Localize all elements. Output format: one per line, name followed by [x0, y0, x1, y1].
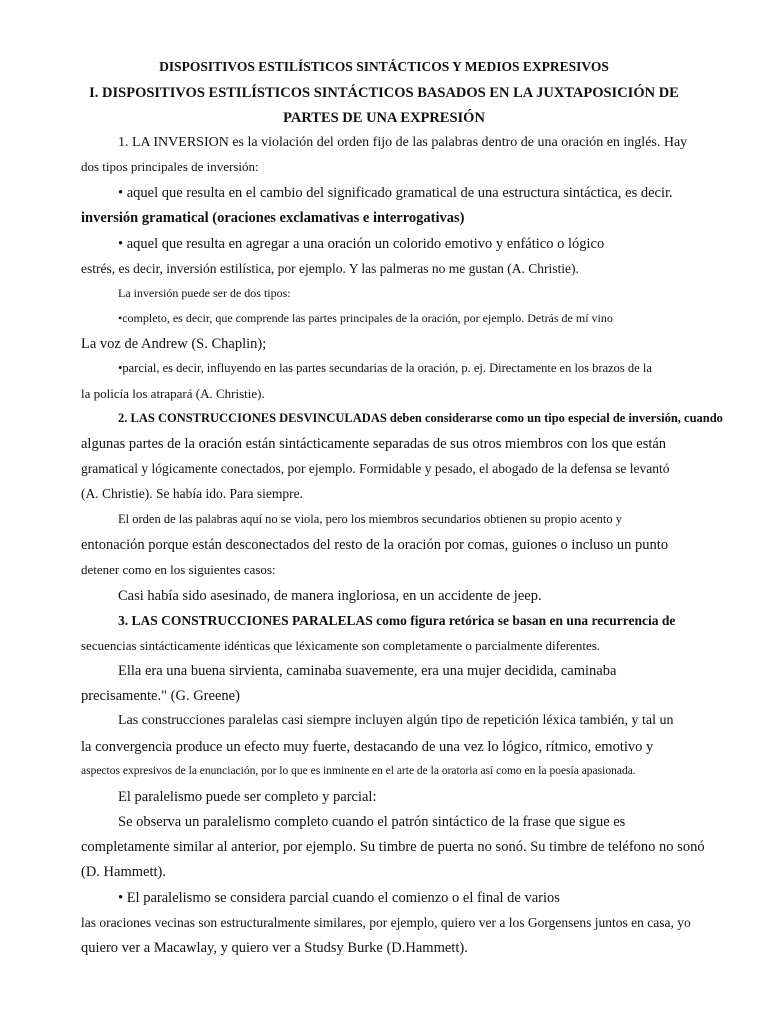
- text-line: (D. Hammett).: [81, 864, 166, 880]
- text-line: secuencias sintácticamente idénticas que léxicamente son completamente o parcialmente diferentes.: [81, 638, 601, 653]
- text-line: Ella era una buena sirvienta, caminaba suavemente, era una mujer decidida, caminaba: [118, 663, 617, 679]
- text-line: Casi había sido asesinado, de manera ingloriosa, en un accidente de jeep.: [118, 588, 542, 604]
- text-line: detener como en los siguientes casos:: [81, 562, 276, 577]
- text-line: estrés, es decir, inversión estilística, por ejemplo. Y las palmeras no me gustan (A. Christie).: [81, 261, 579, 276]
- text-line: dos tipos principales de inversión:: [81, 159, 259, 174]
- text-line: quiero ver a Macawlay, y quiero ver a Studsy Burke (D.Hammett).: [81, 940, 468, 956]
- text-line: La voz de Andrew (S. Chaplin);: [81, 336, 267, 352]
- text-line: 1. LA INVERSION es la violación del orden fijo de las palabras dentro de una oración en inglés. Hay: [118, 135, 688, 150]
- text-line: •parcial, es decir, influyendo en las partes secundarias de la oración, p. ej. Directamente en los brazos de la: [118, 361, 652, 375]
- text-line: Se observa un paralelismo completo cuando el patrón sintáctico de la frase que sigue es: [118, 814, 626, 830]
- text-line: La inversión puede ser de dos tipos:: [118, 286, 291, 300]
- text-line: • El paralelismo se considera parcial cuando el comienzo o el final de varios: [118, 890, 560, 906]
- text-line: entonación porque están desconectados del resto de la oración por comas, guiones o incluso un punto: [81, 537, 669, 553]
- text-line: 2. LAS CONSTRUCCIONES DESVINCULADAS deben considerarse como un tipo especial de inversión, cuando: [118, 411, 723, 425]
- section-heading-cont: PARTES DE UNA EXPRESIÓN: [283, 110, 485, 126]
- text-line: inversión gramatical (oraciones exclamativas e interrogativas): [81, 210, 465, 226]
- text-line: •completo, es decir, que comprende las partes principales de la oración, por ejemplo. Detrás de mí vino: [118, 311, 613, 325]
- text-line: (A. Christie). Se había ido. Para siempre.: [81, 486, 303, 501]
- text-line: precisamente." (G. Greene): [81, 688, 240, 704]
- text-line: aspectos expresivos de la enunciación, por lo que es inminente en el arte de la oratoria así como en la poesía apasionada.: [81, 765, 636, 777]
- text-line: completamente similar al anterior, por ejemplo. Su timbre de puerta no sonó. Su timbre de teléfono no sonó: [81, 839, 705, 855]
- text-line: El orden de las palabras aquí no se viola, pero los miembros secundarios obtienen su propio acento y: [118, 512, 623, 526]
- text-line: • aquel que resulta en agregar a una oración un colorido emotivo y enfático o lógico: [118, 236, 605, 252]
- document-title: DISPOSITIVOS ESTILÍSTICOS SINTÁCTICOS Y MEDIOS EXPRESIVOS: [159, 59, 609, 74]
- text-line: gramatical y lógicamente conectados, por ejemplo. Formidable y pesado, el abogado de la defensa se levantó: [81, 461, 670, 476]
- section-heading: I. DISPOSITIVOS ESTILÍSTICOS SINTÁCTICOS BASADOS EN LA JUXTAPOSICIÓN DE: [89, 85, 679, 101]
- text-line: la convergencia produce un efecto muy fuerte, destacando de una vez lo lógico, rítmico, emotivo y: [81, 739, 654, 755]
- text-line: El paralelismo puede ser completo y parcial:: [118, 789, 377, 805]
- text-line: algunas partes de la oración están sintácticamente separadas de sus otros miembros con los que están: [81, 436, 667, 452]
- text-line: la policía los atrapará (A. Christie).: [81, 386, 265, 401]
- text-line: 3. LAS CONSTRUCCIONES PARALELAS como figura retórica se basan en una recurrencia de: [118, 613, 676, 628]
- text-line: • aquel que resulta en el cambio del significado gramatical de una estructura sintáctica, es decir.: [118, 185, 673, 201]
- text-line: Las construcciones paralelas casi siempre incluyen algún tipo de repetición léxica también, y tal un: [118, 713, 674, 728]
- text-line: las oraciones vecinas son estructuralmente similares, por ejemplo, quiero ver a los Gorgensens juntos en casa, yo: [81, 915, 691, 930]
